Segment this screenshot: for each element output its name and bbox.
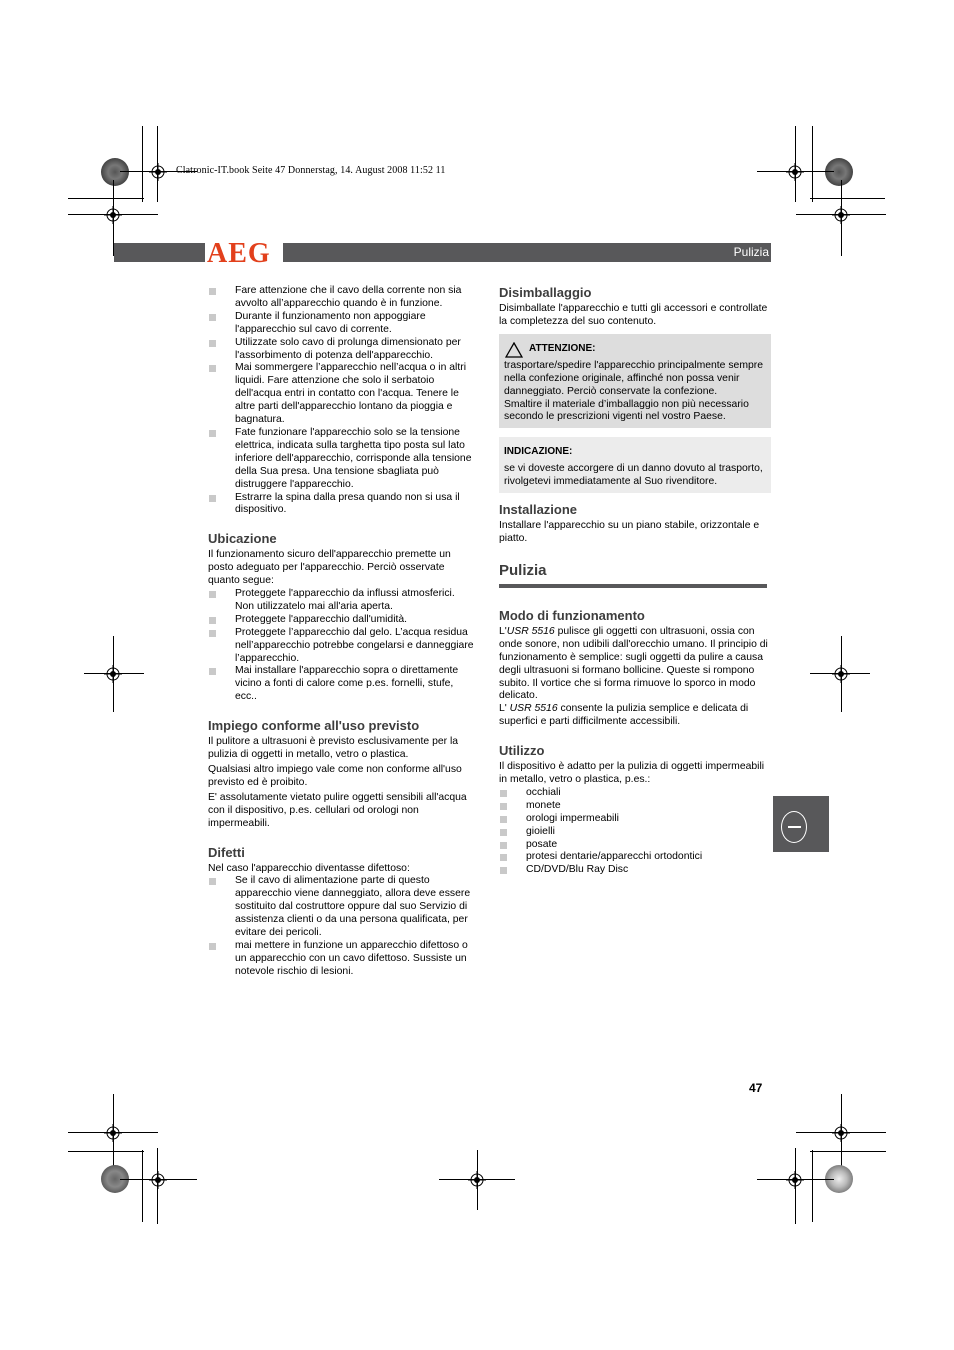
paragraph: se vi doveste accorgere di un danno dovuto al trasporto, rivolgetevi immediatamente al Suo rivenditore. — [504, 463, 763, 488]
paragraph: trasportare/spedire l'apparecchio principalmente sempre nella confezione originale, affinché non possa venir danneggiato. Perciò conservate la confezione. — [504, 359, 763, 397]
warning-triangle-icon — [505, 342, 523, 358]
utilizzo-bullets — [499, 787, 771, 877]
list-item: Proteggete l'apparecchio da influssi atmosferici. Non utilizzatelo mai all'aria aperta. — [208, 588, 476, 614]
list-item: CD/DVD/Blu Ray Disc — [499, 864, 771, 877]
paragraph: Nel caso l'apparecchio diventasse difettoso: — [208, 862, 410, 874]
list-item: Durante il funzionamento non appoggiare l'apparecchio sul cavo di corrente. — [208, 311, 476, 337]
note-label: INDICAZIONE: — [504, 446, 573, 458]
paragraph — [499, 703, 771, 729]
list-item: mai mettere in funzione un apparecchio difettoso o un apparecchio con un cavo difettoso. Sussiste un notevole rischio di lesioni. — [208, 940, 476, 979]
aeg-logo: AEG — [207, 238, 271, 269]
text-span: consente la pulizia semplice e delicata di superfici e parti difficilmente accessibili. — [499, 703, 749, 728]
section-heading-ubicazione: Ubicazione — [208, 531, 277, 547]
registration-dot-icon — [101, 158, 129, 186]
list-item: gioielli — [499, 826, 771, 839]
warning-box — [499, 334, 771, 429]
list-item: Fare attenzione che il cavo della corrente non sia avvolto all’apparecchio quando è in funzione. — [208, 285, 476, 311]
warning-label: ATTENZIONE: — [529, 343, 596, 355]
paragraph: Smaltire il materiale d’imballaggio non più necessario secondo le prescrizioni vigenti nel vostro Paese. — [504, 398, 749, 423]
section-heading-modo: Modo di funzionamento — [499, 607, 645, 623]
section-heading-utilizzo: Utilizzo — [499, 743, 545, 759]
difetti-bullets — [208, 875, 476, 978]
list-item: Mai installare l'apparecchio sopra o direttamente vicino a fonti di calore come p.es. fornelli, stufe, ecc.. — [208, 665, 476, 704]
crosshair-icon — [149, 163, 167, 181]
chapter-rule — [499, 584, 767, 588]
warning-title — [504, 342, 765, 358]
dash-icon — [788, 826, 801, 828]
list-item: posate — [499, 839, 771, 852]
paragraph: Il dispositivo è adatto per la pulizia di oggetti impermeabili in metallo, vetro o plastica, p.es.: — [499, 761, 765, 786]
chapter-title: Pulizia — [499, 561, 547, 579]
left-column — [208, 285, 476, 979]
header-section-title: Pulizia — [733, 245, 769, 259]
safety-bullets — [208, 285, 476, 517]
paragraph: E' assolutamente vietato pulire oggetti sensibili all'acqua con il dispositivo, p.es. cellulari od orologi non impermeabili. — [208, 791, 467, 829]
section-heading-disimballaggio: Disimballaggio — [499, 285, 592, 300]
section-heading-installazione: Installazione — [499, 502, 578, 518]
section-heading-impiego: Impiego conforme all'uso previsto — [208, 718, 420, 734]
paragraph: Qualsiasi altro impiego vale come non conforme all'uso previsto ed è proibito. — [208, 764, 462, 788]
list-item: Estrarre la spina dalla presa quando non si usa il dispositivo. — [208, 492, 476, 518]
ubicazione-bullets — [208, 588, 476, 704]
list-item: Fate funzionare l'apparecchio solo se la tensione elettrica, indicata sulla targhetta tipo posta sul lato inferiore dell'apparecchio, corrisponde alla tensione della Sua presa. Una tensione sbagliata può distruggere l'apparecchio. — [208, 427, 476, 492]
crosshair-icon — [149, 1171, 167, 1189]
section-heading-difetti: Difetti — [208, 844, 245, 860]
list-item: Utilizzate solo cavo di prolunga dimensionato per l'assorbimento di potenza dell'apparecchio. — [208, 337, 476, 363]
page-number: 47 — [749, 1081, 763, 1095]
list-item: Se il cavo di alimentazione parte di questo apparecchio viene danneggiato, allora deve essere sostituito dal costruttore oppure dal suo Servizio di assistenza clienti o da una persona qualificata, per evitare dei pericoli. — [208, 875, 476, 940]
right-column — [499, 285, 771, 877]
list-item: monete — [499, 800, 771, 813]
chapter-heading-block — [499, 562, 771, 588]
paragraph: Il pulitore a ultrasuoni è previsto esclusivamente per la pulizia di oggetti in metallo, vetro o plastica. — [208, 736, 459, 761]
language-tab — [773, 796, 829, 852]
list-item: orologi impermeabili — [499, 813, 771, 826]
model-name: USR 5516 — [509, 703, 558, 715]
list-item: occhiali — [499, 787, 771, 800]
text-span: L' — [499, 625, 507, 637]
paragraph: Installare l'apparecchio su un piano stabile, orizzontale e piatto. — [499, 520, 760, 544]
registration-dot-icon — [825, 158, 853, 186]
text-span: pulisce gli oggetti con ultrasuoni, ossia con onde sonore, non udibili dall'orecchio umano. Il principio di funzionamento è semplice: sugli oggetti da pulire a causa degli ultrasuoni si formano bollicine. Queste si rompono subito. Il vortice che si forma rimuove lo sporco in modo delicato. — [499, 625, 768, 702]
paragraph: Il funzionamento sicuro dell'apparecchio premette un posto adeguato per l'apparecchio. Perciò osservate quanto segue: — [208, 549, 451, 587]
list-item: Proteggete l'apparecchio dall'umidità. — [208, 614, 476, 627]
list-item: Mai sommergere l’apparecchio nell’acqua o in altri liquidi. Fare attenzione che solo il serbatoio dell'acqua entri in contatto con l'acqua. Tenere le altre parti dell'apparecchio lontano da pioggia e bagnatura. — [208, 362, 476, 427]
model-name: USR 5516 — [506, 625, 555, 637]
paragraph — [499, 626, 771, 703]
text-span: L' — [499, 703, 510, 715]
list-item: protesi dentarie/apparecchi ortodontici — [499, 851, 771, 864]
paragraph: Disimballate l'apparecchio e tutti gli accessori e controllate la completezza del suo contenuto. — [499, 303, 768, 327]
language-tab-icon — [781, 811, 807, 843]
list-item: Proteggete l’apparecchio dal gelo. L’acqua residua nell’apparecchio potrebbe congelarsi e danneggiare l’apparecchio. — [208, 627, 476, 666]
note-box — [499, 437, 771, 493]
print-slug: Clatronic-IT.book Seite 47 Donnerstag, 14. August 2008 11:52 11 — [176, 165, 446, 176]
